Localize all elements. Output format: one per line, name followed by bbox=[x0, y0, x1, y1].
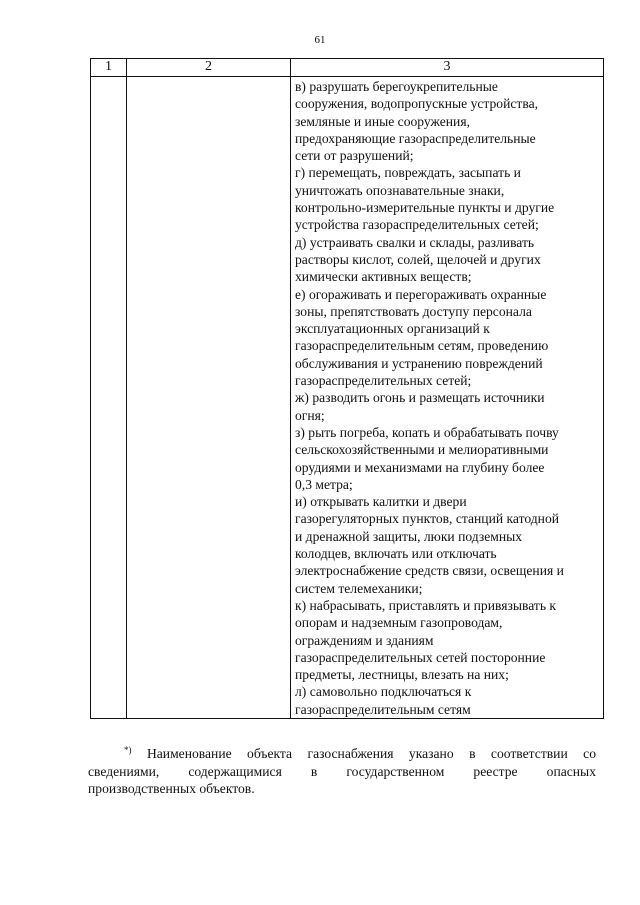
text-line: контрольно-измерительные пункты и другие bbox=[295, 200, 555, 216]
table-header-row bbox=[91, 59, 604, 77]
text-line: устройства газораспределительных сетей; bbox=[295, 217, 539, 233]
text-line: е) огораживать и перегораживать охранные bbox=[295, 286, 547, 302]
text-line: сооружения, водопропускные устройства, bbox=[295, 96, 539, 112]
text-line: эксплуатационных организаций к bbox=[295, 321, 490, 337]
prohibitions-text bbox=[291, 77, 603, 718]
text-line: л) самовольно подключаться к bbox=[295, 684, 472, 700]
footnote-line-1 bbox=[88, 742, 596, 763]
text-line: сети от разрушений; bbox=[295, 148, 414, 164]
text-line: и дренажной защиты, люки подземных bbox=[295, 528, 523, 544]
text-line: ж) разводить огонь и размещать источники bbox=[295, 390, 545, 406]
text-line: к) набрасывать, приставлять и привязывать к bbox=[295, 597, 557, 613]
text-line: ограждениям и зданиям bbox=[295, 632, 434, 648]
table-cell-column-3 bbox=[291, 77, 604, 719]
text-line: колодцев, включать или отключать bbox=[295, 546, 497, 562]
text-line: систем телемеханики; bbox=[295, 580, 423, 596]
text-line: газораспределительным сетям, проведению bbox=[295, 338, 549, 354]
text-line: уничтожать опознавательные знаки, bbox=[295, 182, 505, 198]
footnote-text-1: Наименование объекта газоснабжения указано в соответствии со bbox=[146, 746, 596, 761]
text-line: газораспределительных сетей посторонние bbox=[295, 649, 546, 665]
text-line: орудиями и механизмами на глубину более bbox=[295, 459, 545, 475]
table-cell-column-2 bbox=[127, 77, 291, 719]
text-line: химически активных веществ; bbox=[295, 269, 472, 285]
column-header-3: 3 bbox=[291, 59, 604, 77]
text-line: обслуживания и устранению повреждений bbox=[295, 355, 543, 371]
text-line: д) устраивать свалки и склады, разливать bbox=[295, 234, 535, 250]
text-line: и) открывать калитки и двери bbox=[295, 494, 467, 510]
text-line: сельскохозяйственными и мелиоративными bbox=[295, 442, 549, 458]
document-table bbox=[90, 58, 604, 719]
text-line: предохраняющие газораспределительные bbox=[295, 130, 536, 146]
text-line: в) разрушать берегоукрепительные bbox=[295, 79, 498, 94]
text-line: газораспределительных сетей; bbox=[295, 373, 472, 389]
text-line: г) перемещать, повреждать, засыпать и bbox=[295, 165, 521, 181]
table-row bbox=[91, 77, 604, 719]
text-line: огня; bbox=[295, 407, 325, 423]
text-line: зоны, препятствовать доступу персонала bbox=[295, 303, 532, 319]
table-cell-column-1 bbox=[91, 77, 127, 719]
footnote-line-3: производственных объектов. bbox=[88, 781, 255, 796]
text-line: газорегуляторных пунктов, станций катодной bbox=[295, 511, 560, 527]
text-line: з) рыть погреба, копать и обрабатывать почву bbox=[295, 424, 559, 440]
text-line: растворы кислот, солей, щелочей и других bbox=[295, 251, 541, 267]
text-line: электроснабжение средств связи, освещения и bbox=[295, 563, 564, 579]
footnote bbox=[88, 742, 596, 798]
text-line: предметы, лестницы, влезать на них; bbox=[295, 667, 509, 683]
text-line: газораспределительным сетям bbox=[295, 701, 471, 717]
page-number: 61 bbox=[314, 34, 326, 46]
text-line: опорам и надземным газопроводам, bbox=[295, 615, 503, 631]
column-header-2: 2 bbox=[127, 59, 291, 77]
footnote-line-2: сведениями, содержащимися в государственном реестре опасных bbox=[88, 763, 596, 779]
footnote-mark: *) bbox=[124, 745, 132, 755]
column-header-1: 1 bbox=[91, 59, 127, 77]
text-line: 0,3 метра; bbox=[295, 476, 353, 492]
text-line: земляные и иные сооружения, bbox=[295, 113, 470, 129]
